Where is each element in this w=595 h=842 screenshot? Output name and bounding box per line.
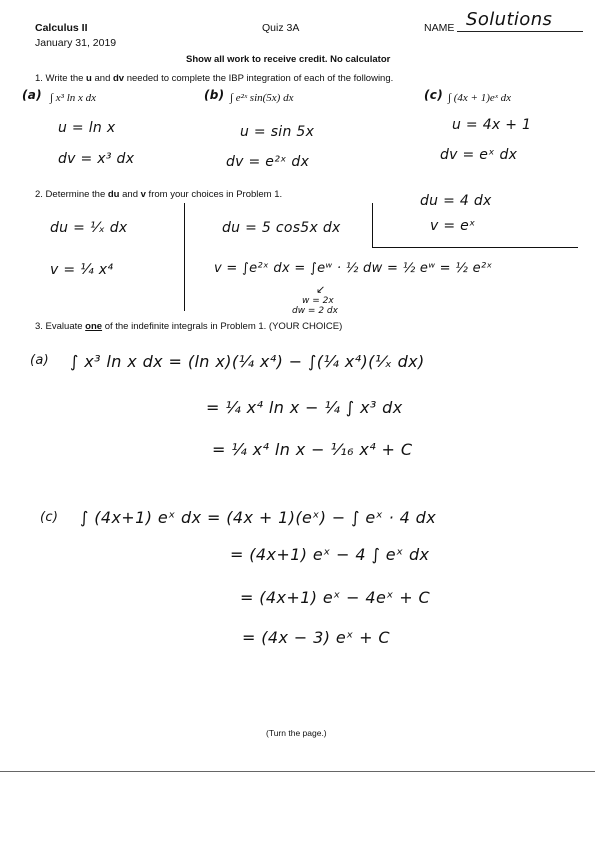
- problem3-c-line1: ∫ (4x+1) eˣ dx = (4x + 1)(eˣ) − ∫ eˣ · 4 dx: [80, 508, 437, 527]
- problem3-prompt: 3. Evaluate one of the indefinite integrals in Problem 1. (YOUR CHOICE): [35, 321, 343, 332]
- divider-right: [372, 203, 373, 248]
- course-title: Calculus II: [35, 22, 88, 34]
- problem3-a-line2: = ¼ x⁴ ln x − ¼ ∫ x³ dx: [206, 398, 403, 417]
- problem3-c-label: (c): [40, 510, 59, 525]
- problem1-b-u: u = sin 5x: [240, 124, 315, 140]
- problem1-c-dv: dv = eˣ dx: [440, 147, 518, 163]
- problem3-a-label: (a): [30, 353, 50, 368]
- page-footer: (Turn the page.): [266, 728, 327, 738]
- problem2-b-sub-dw: dw = 2 dx: [292, 306, 338, 316]
- problem1-a-label: (a): [22, 88, 42, 102]
- problem3-c-line2: = (4x+1) eˣ − 4 ∫ eˣ dx: [230, 545, 430, 564]
- problem2-c-du: du = 4 dx: [420, 193, 492, 209]
- quiz-title: Quiz 3A: [262, 22, 300, 34]
- problem1-c-label: (c): [424, 88, 443, 102]
- name-label: NAME: [424, 22, 455, 34]
- problem1-b-dv: dv = e²ˣ dx: [226, 154, 310, 170]
- problem1-b-integral: ∫ e²ˣ sin(5x) dx: [230, 92, 294, 104]
- name-underline: [457, 31, 583, 32]
- problem1-a-u: u = ln x: [58, 120, 116, 136]
- problem2-prompt: 2. Determine the du and v from your choices in Problem 1.: [35, 189, 283, 200]
- problem3-a-line1: ∫ x³ ln x dx = (ln x)(¼ x⁴) − ∫(¼ x⁴)(¹⁄ₓ dx): [70, 352, 425, 371]
- name-value: Solutions: [466, 9, 553, 30]
- problem3-a-line3: = ¼ x⁴ ln x − ¹⁄₁₆ x⁴ + C: [212, 440, 413, 459]
- problem1-b-label: (b): [204, 88, 225, 102]
- page-bottom-rule: [0, 771, 595, 772]
- instructions: Show all work to receive credit. No calculator: [186, 54, 391, 65]
- problem1-a-integral: ∫ x³ ln x dx: [50, 92, 97, 104]
- problem1-c-integral: ∫ (4x + 1)eˣ dx: [448, 92, 512, 104]
- problem1-prompt: 1. Write the u and dv needed to complete the IBP integration of each of the following.: [35, 73, 394, 84]
- problem2-a-v: v = ¼ x⁴: [50, 262, 114, 278]
- problem3-c-line3: = (4x+1) eˣ − 4eˣ + C: [240, 588, 431, 607]
- problem1-c-u: u = 4x + 1: [452, 117, 532, 133]
- quiz-date: January 31, 2019: [35, 37, 117, 49]
- substitution-arrow: ↙: [316, 284, 326, 296]
- divider-left: [184, 203, 185, 311]
- problem2-b-v: v = ∫e²ˣ dx = ∫eʷ · ½ dw = ½ eʷ = ½ e²ˣ: [214, 261, 493, 276]
- problem2-a-du: du = ¹⁄ₓ dx: [50, 220, 128, 236]
- problem2-b-sub-w: w = 2x: [302, 296, 334, 306]
- problem3-c-line4: = (4x − 3) eˣ + C: [242, 628, 390, 647]
- problem1-a-dv: dv = x³ dx: [58, 151, 135, 167]
- problem2-b-du: du = 5 cos5x dx: [222, 220, 341, 236]
- divider-right-base: [372, 247, 578, 248]
- problem2-c-v: v = eˣ: [430, 218, 476, 234]
